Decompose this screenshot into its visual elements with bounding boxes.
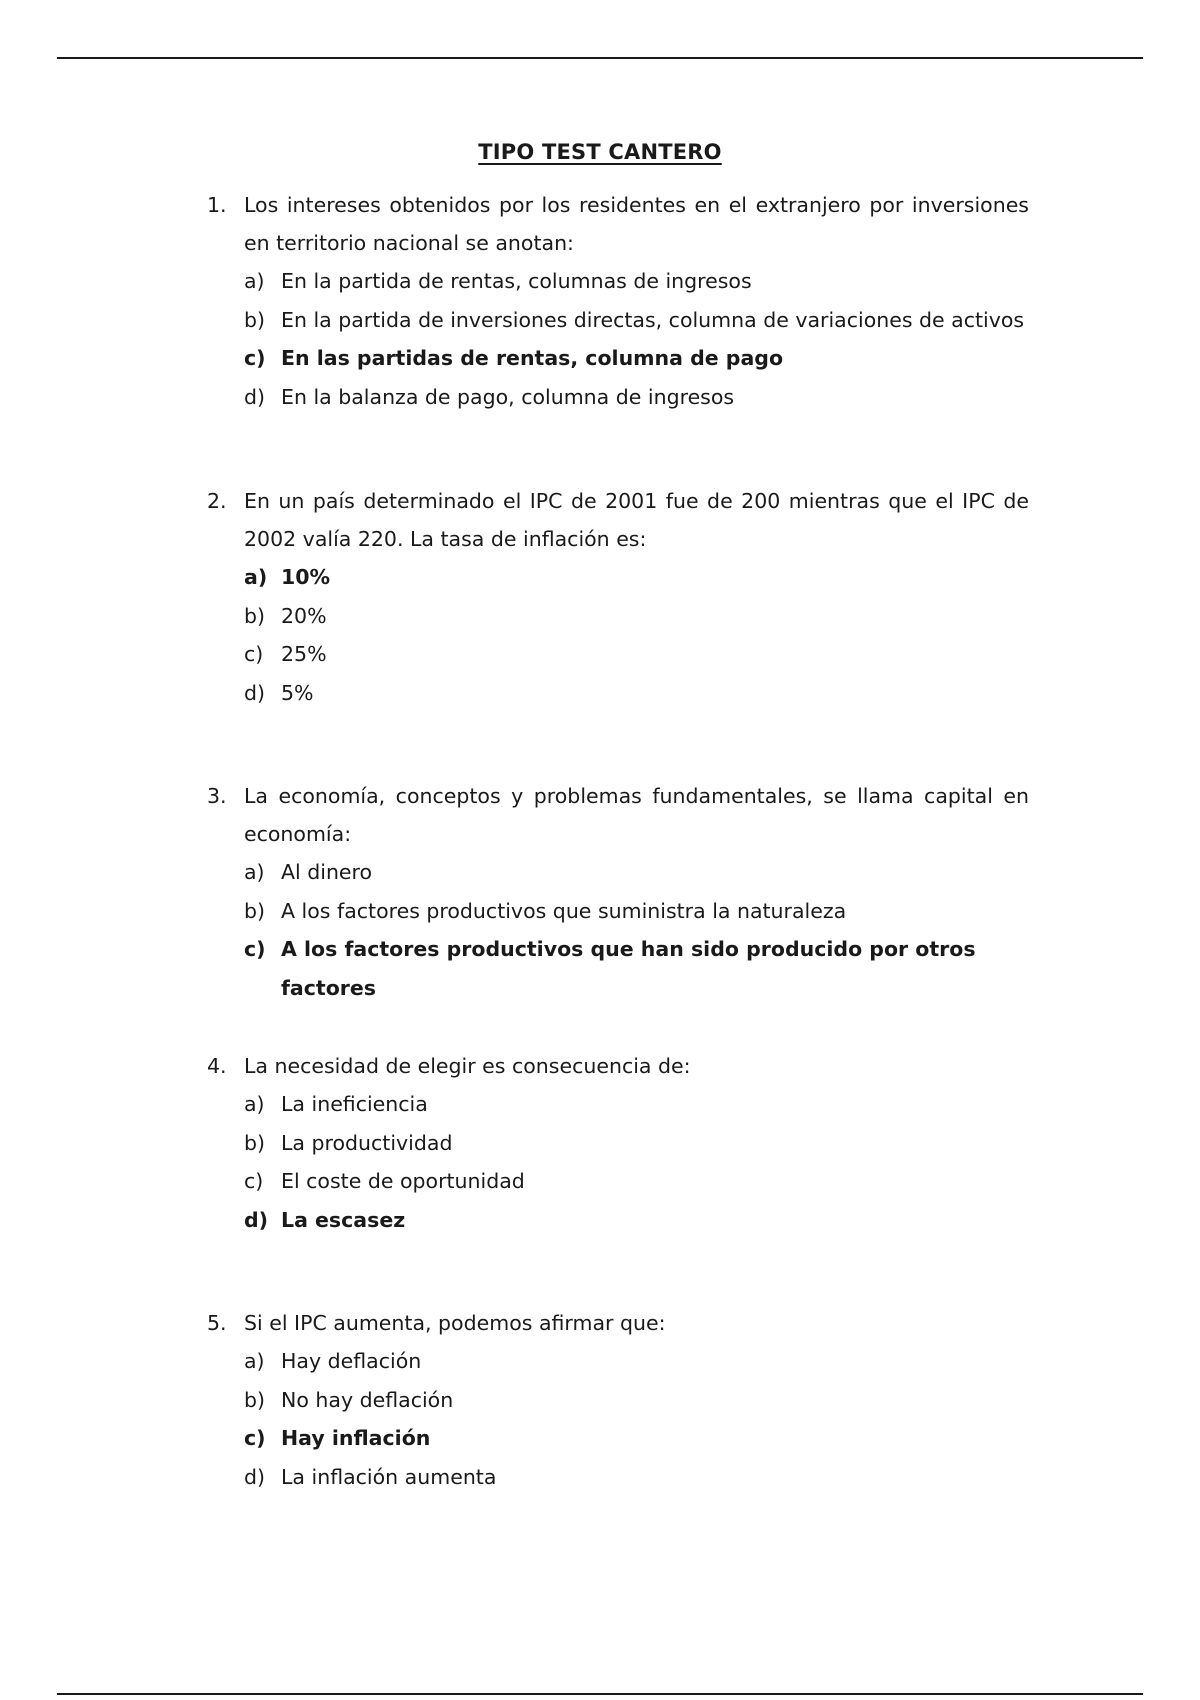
option-text: La inflación aumenta [281, 1464, 497, 1489]
option-letter: b) [244, 307, 266, 332]
option-a [244, 1085, 1029, 1124]
option-letter: c) [244, 346, 266, 370]
question-2 [207, 482, 1029, 712]
option-a [244, 558, 1029, 597]
option-b [244, 1124, 1029, 1163]
option-text: La ineficiencia [281, 1092, 428, 1116]
option-text: 5% [281, 680, 314, 705]
header-rule [57, 57, 1143, 59]
option-text: 10% [281, 565, 331, 589]
question-stem [207, 482, 1029, 558]
option-letter: c) [244, 642, 264, 666]
option-text: La productividad [281, 1130, 453, 1155]
question-3 [207, 777, 1029, 1000]
question-stem [207, 777, 1029, 853]
question-5 [207, 1304, 1029, 1496]
option-text: No hay deflación [281, 1387, 454, 1412]
option-c [244, 1419, 1029, 1458]
option-a [244, 262, 1029, 301]
option-text: La escasez [281, 1207, 406, 1232]
option-letter: a) [244, 269, 265, 293]
option-letter: d) [244, 1207, 269, 1232]
options-list [207, 262, 1029, 416]
option-a [244, 1342, 1029, 1381]
question-text: Los intereses obtenidos por los residentes en el extranjero por inversiones en territorio nacional se anotan: [244, 193, 1029, 255]
options-list [207, 853, 1029, 1000]
option-letter: a) [244, 1349, 265, 1373]
option-b [244, 892, 1029, 931]
question-text: Si el IPC aumenta, podemos afirmar que: [244, 1311, 666, 1335]
option-text: En las partidas de rentas, columna de pago [281, 346, 784, 370]
option-c [244, 339, 1029, 378]
option-text: Al dinero [281, 860, 373, 884]
document-title: TIPO TEST CANTERO [478, 140, 722, 164]
option-a [244, 853, 1029, 892]
options-list [207, 1085, 1029, 1239]
option-letter: d) [244, 384, 266, 409]
option-letter: d) [244, 1464, 266, 1489]
question-stem [207, 1047, 1029, 1085]
option-c [244, 1162, 1029, 1201]
option-letter: d) [244, 680, 266, 705]
question-number: 4. [207, 1054, 227, 1078]
option-d [244, 378, 1029, 417]
option-text: 20% [281, 603, 327, 628]
question-4 [207, 1047, 1029, 1239]
option-b [244, 597, 1029, 636]
option-letter: c) [244, 1426, 266, 1450]
option-text: En la partida de rentas, columnas de ingresos [281, 269, 752, 293]
question-number: 5. [207, 1311, 227, 1335]
question-text: En un país determinado el IPC de 2001 fue de 200 mientras que el IPC de 2002 valía 220. La tasa de inflación es: [244, 489, 1029, 551]
option-c [244, 930, 1029, 1000]
question-1 [207, 186, 1029, 416]
footer-rule [57, 1693, 1143, 1695]
option-letter: b) [244, 1130, 266, 1155]
option-letter: b) [244, 898, 266, 923]
option-d [244, 1458, 1029, 1497]
option-d [244, 1201, 1029, 1240]
question-number: 2. [207, 489, 227, 513]
option-text: A los factores productivos que suministra la naturaleza [281, 898, 847, 923]
question-number: 3. [207, 784, 227, 808]
option-letter: a) [244, 860, 265, 884]
option-text: El coste de oportunidad [281, 1169, 525, 1193]
option-text: 25% [281, 642, 327, 666]
options-list [207, 558, 1029, 712]
question-stem [207, 1304, 1029, 1342]
option-letter: a) [244, 565, 268, 589]
option-text: Hay deflación [281, 1349, 422, 1373]
option-letter: b) [244, 603, 266, 628]
option-d [244, 674, 1029, 713]
option-text: En la partida de inversiones directas, columna de variaciones de activos [281, 307, 1025, 332]
options-list [207, 1342, 1029, 1496]
question-text: La necesidad de elegir es consecuencia de: [244, 1054, 691, 1078]
option-c [244, 635, 1029, 674]
option-letter: b) [244, 1387, 266, 1412]
option-letter: c) [244, 1169, 264, 1193]
option-text: En la balanza de pago, columna de ingresos [281, 384, 735, 409]
question-text: La economía, conceptos y problemas fundamentales, se llama capital en economía: [244, 784, 1029, 846]
question-stem [207, 186, 1029, 262]
option-b [244, 301, 1029, 340]
option-letter: a) [244, 1092, 265, 1116]
option-b [244, 1381, 1029, 1420]
option-letter: c) [244, 937, 266, 961]
option-text: A los factores productivos que han sido producido por otros factores [281, 937, 976, 1000]
question-number: 1. [207, 193, 227, 217]
option-text: Hay inflación [281, 1426, 431, 1450]
